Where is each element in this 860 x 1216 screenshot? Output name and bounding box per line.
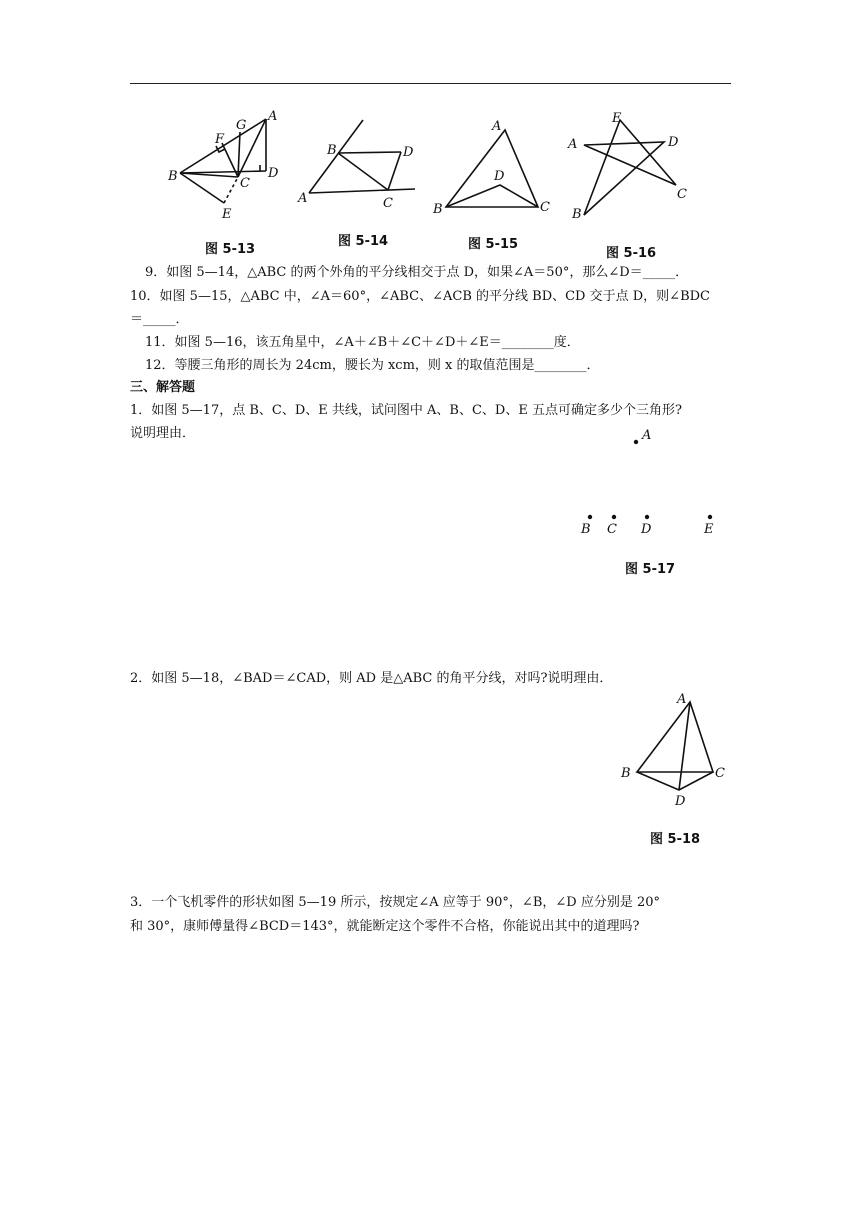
question-11: 11．如图 5—16，该五角星中，∠A＋∠B＋∠C＋∠D＋∠E＝________度． bbox=[145, 335, 580, 350]
segments-bd-dc bbox=[637, 772, 713, 790]
caption-5-14: 图 5-14 bbox=[338, 234, 389, 249]
segment-bc bbox=[180, 173, 238, 177]
problem-2: 2．如图 5—18，∠BAD＝∠CAD，则 AD 是△ABC 的角平分线，对吗?说明理由． bbox=[130, 671, 613, 686]
extended-side-ac bbox=[309, 189, 415, 193]
label-c: C bbox=[677, 187, 687, 202]
label-e: E bbox=[612, 111, 622, 126]
problem-3: 3．一个飞机零件的形状如图 5—19 所示，按规定∠A 应等于 90°，∠B，∠D 应分别是 20° bbox=[130, 895, 661, 910]
segment-bd bbox=[338, 152, 401, 153]
label-b: B bbox=[572, 207, 582, 222]
label-a: A bbox=[642, 428, 652, 443]
label-a: A bbox=[568, 137, 578, 152]
section-heading: 三、解答题 bbox=[130, 380, 196, 395]
label-c: C bbox=[715, 766, 725, 781]
figure-5-18 bbox=[615, 688, 735, 808]
question-12: 12．等腰三角形的周长为 24cm，腰长为 xcm，则 x 的取值范围是________． bbox=[145, 358, 600, 373]
pentagram bbox=[584, 120, 676, 215]
label-b: B bbox=[433, 202, 443, 217]
figure-5-15 bbox=[430, 115, 555, 220]
triangle-abc bbox=[637, 702, 713, 772]
label-c: C bbox=[240, 176, 250, 191]
caption-5-13: 图 5-13 bbox=[205, 242, 256, 257]
problem-3-continued: 和 30°，康师傅量得∠BCD＝143°，就能断定这个零件不合格，你能说出其中的道理吗? bbox=[130, 919, 640, 934]
question-10-answer-line: ＝_____． bbox=[130, 312, 189, 327]
point-c bbox=[612, 515, 616, 519]
label-a: A bbox=[298, 191, 308, 206]
label-f: F bbox=[215, 132, 225, 147]
segment-dc bbox=[388, 152, 401, 190]
label-d: D bbox=[494, 169, 505, 184]
header-rule bbox=[130, 83, 731, 84]
problem-1-continued: 说明理由． bbox=[130, 426, 196, 441]
label-c: C bbox=[383, 196, 393, 211]
figure-5-17 bbox=[570, 425, 720, 545]
label-d: D bbox=[403, 145, 414, 160]
point-a bbox=[634, 440, 638, 444]
label-a: A bbox=[677, 692, 687, 707]
label-b: B bbox=[581, 522, 591, 537]
point-e bbox=[708, 515, 712, 519]
segment-be bbox=[180, 173, 224, 203]
label-c: C bbox=[540, 200, 550, 215]
figure-5-14 bbox=[295, 115, 425, 220]
figure-5-13 bbox=[160, 105, 285, 225]
caption-5-17: 图 5-17 bbox=[625, 562, 676, 577]
segment-gc bbox=[238, 132, 240, 177]
point-b bbox=[588, 515, 592, 519]
label-a: A bbox=[492, 119, 502, 134]
label-b: B bbox=[327, 143, 337, 158]
label-b: B bbox=[621, 766, 631, 781]
segment-bc bbox=[338, 153, 388, 190]
label-a: A bbox=[268, 109, 278, 124]
label-e: E bbox=[704, 522, 714, 537]
label-d: D bbox=[668, 135, 679, 150]
question-10: 10．如图 5—15，△ABC 中，∠A＝60°，∠ABC、∠ACB 的平分线 BD、CD 交于点 D，则∠BDC bbox=[130, 289, 710, 304]
label-c: C bbox=[607, 522, 617, 537]
caption-5-15: 图 5-15 bbox=[468, 237, 519, 252]
label-g: G bbox=[236, 118, 247, 133]
label-b: B bbox=[168, 169, 178, 184]
figure-5-16 bbox=[562, 110, 702, 225]
point-d bbox=[645, 515, 649, 519]
label-d: D bbox=[268, 166, 279, 181]
question-9: 9．如图 5—14，△ABC 的两个外角的平分线相交于点 D，如果∠A＝50°，那么∠D＝_____． bbox=[145, 265, 689, 280]
caption-5-18: 图 5-18 bbox=[650, 832, 701, 847]
problem-1: 1．如图 5—17，点 B、C、D、E 共线，试问图中 A、B、C、D、E 五点可确定多少个三角形? bbox=[130, 403, 682, 418]
label-d: D bbox=[675, 794, 686, 809]
segment-bd bbox=[180, 171, 266, 173]
label-e: E bbox=[222, 207, 232, 222]
caption-5-16: 图 5-16 bbox=[606, 246, 657, 261]
label-d: D bbox=[641, 522, 652, 537]
triangle-abc bbox=[446, 130, 538, 207]
segment-ce-dashed bbox=[224, 177, 238, 203]
